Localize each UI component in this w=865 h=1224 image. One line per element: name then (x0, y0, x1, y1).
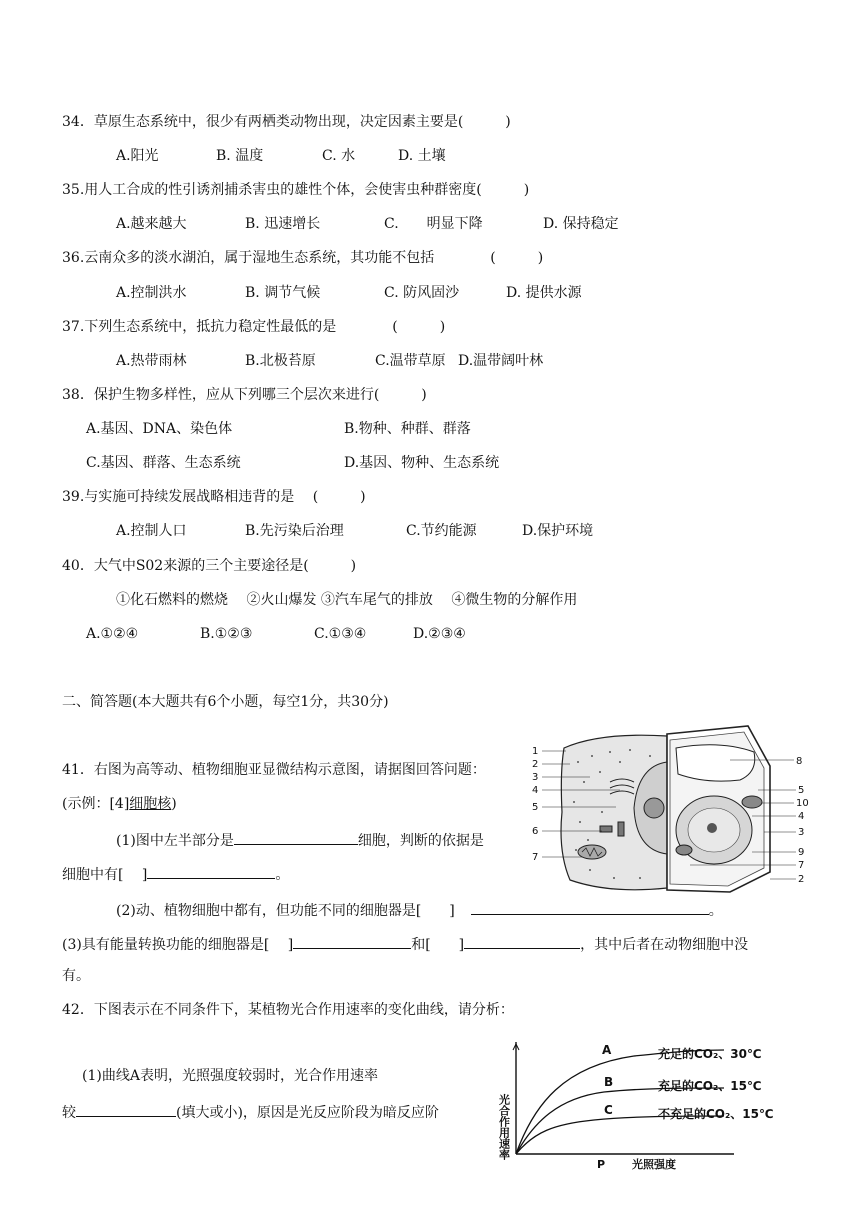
graph-svg (494, 1034, 794, 1174)
svg-text:8: 8 (796, 756, 803, 767)
curve-b-letter: B (604, 1075, 614, 1089)
curve-c-label: 不充足的CO₂、15℃ (658, 1107, 774, 1121)
q39-option-d: D.保护环境 (522, 523, 594, 539)
q41-example: (示例：[4]细胞核) (62, 796, 177, 812)
q41-blank-5[interactable] (464, 932, 580, 949)
svg-text:1: 1 (532, 746, 539, 757)
svg-text:7: 7 (798, 860, 805, 871)
q37-option-b: B.北极苔原 (245, 353, 316, 369)
q41-part2: (2)动、植物细胞中都有，但功能不同的细胞器是[ ] 。 (116, 898, 723, 921)
q41-blank-3[interactable] (471, 898, 709, 915)
svg-text:2: 2 (532, 759, 539, 770)
q36-option-a: A.控制洪水 (116, 285, 187, 301)
cell-diagram (530, 722, 820, 898)
graph-xlabel: 光照强度 (632, 1158, 676, 1171)
q41-part1-line2: 细胞中有[ ] 。 (62, 862, 289, 885)
q35-option-c: C. 明显下降 (384, 216, 483, 232)
photosynthesis-graph (494, 1034, 794, 1174)
q42-part1-line2: 较 (填大或小)，原因是光反应阶段为暗反应阶 (62, 1100, 439, 1123)
q38-option-a: A.基因、DNA、染色体 (86, 421, 233, 437)
q39-stem: 39.与实施可持续发展战略相违背的是 ( ) (62, 489, 366, 505)
svg-text:4: 4 (532, 785, 539, 796)
q34-option-d: D. 土壤 (398, 148, 446, 164)
q41-example-answer: 细胞核 (129, 796, 172, 812)
curve-c-letter: C (604, 1103, 613, 1117)
q42-stem: 42．下图表示在不同条件下，某植物光合作用速率的变化曲线，请分析： (62, 1002, 514, 1018)
q42-part1-line1: (1)曲线A表明，光照强度较弱时，光合作用速率 (82, 1068, 378, 1084)
q39-option-a: A.控制人口 (116, 523, 187, 539)
svg-text:4: 4 (798, 811, 805, 822)
q41-part1-line1: (1)图中左半部分是 细胞，判断的依据是 (116, 828, 484, 851)
curve-a-letter: A (602, 1043, 612, 1057)
q36-option-d: D. 提供水源 (506, 285, 582, 301)
graph-p-label: P (597, 1158, 606, 1171)
q40-stem: 40．大气中S02来源的三个主要途径是( ) (62, 558, 357, 574)
q38-option-d: D.基因、物种、生态系统 (344, 455, 500, 471)
q38-option-c: C.基因、群落、生态系统 (86, 455, 241, 471)
q39-option-c: C.节约能源 (406, 523, 477, 539)
svg-text:10: 10 (796, 798, 809, 809)
curve-c (516, 1116, 724, 1154)
q40-option-a: A.①②④ (86, 626, 139, 642)
q38-stem: 38．保护生物多样性，应从下列哪三个层次来进行( ) (62, 387, 427, 403)
q41-part3-end: 有。 (62, 968, 90, 984)
q40-items: ①化石燃料的燃烧 ②火山爆发 ③汽车尾气的排放 ④微生物的分解作用 (116, 592, 578, 608)
q35-option-b: B. 迅速增长 (245, 216, 321, 232)
curve-a-label: 充足的CO₂、30℃ (658, 1047, 762, 1061)
q40-option-d: D.②③④ (413, 626, 466, 642)
q34-stem: 34．草原生态系统中，很少有两栖类动物出现，决定因素主要是( ) (62, 114, 511, 130)
svg-text:3: 3 (798, 827, 805, 838)
q34-option-c: C. 水 (322, 148, 356, 164)
q42-blank-1[interactable] (76, 1100, 176, 1117)
q41-blank-1[interactable] (234, 828, 358, 845)
q37-option-d: D.温带阔叶林 (458, 353, 544, 369)
svg-text:7: 7 (532, 852, 539, 863)
q40-option-b: B.①②③ (200, 626, 253, 642)
curve-b-label: 充足的CO₂、15℃ (658, 1079, 762, 1093)
q41-stem: 41．右图为高等动、植物细胞亚显微结构示意图，请据图回答问题： (62, 762, 486, 778)
q37-stem: 37.下列生态系统中，抵抗力稳定性最低的是 ( ) (62, 319, 446, 335)
graph-ylabel: 光合作用速率 (497, 1094, 511, 1160)
q37-option-a: A.热带雨林 (116, 353, 187, 369)
q35-stem: 35.用人工合成的性引诱剂捕杀害虫的雄性个体，会使害虫种群密度( ) (62, 182, 530, 198)
q34-option-b: B. 温度 (216, 148, 264, 164)
svg-text:5: 5 (798, 785, 805, 796)
q34-option-a: A.阳光 (116, 148, 159, 164)
q36-stem: 36.云南众多的淡水湖泊，属于湿地生态系统，其功能不包括 ( ) (62, 250, 544, 266)
svg-text:9: 9 (798, 847, 805, 858)
q35-option-d: D. 保持稳定 (543, 216, 619, 232)
svg-text:3: 3 (532, 772, 539, 783)
q37-option-c: C.温带草原 (375, 353, 446, 369)
svg-text:5: 5 (532, 802, 539, 813)
q38-option-b: B.物种、种群、群落 (344, 421, 471, 437)
q39-option-b: B.先污染后治理 (245, 523, 344, 539)
q41-blank-2[interactable] (147, 862, 275, 879)
section-heading: 二、简答题(本大题共有6个小题，每空1分，共30分) (62, 694, 389, 710)
q40-option-c: C.①③④ (314, 626, 367, 642)
q36-option-b: B. 调节气候 (245, 285, 321, 301)
cell-structure-figure (530, 722, 820, 898)
q41-part3: (3)具有能量转换功能的细胞器是[ ] 和[ ] ，其中后者在动物细胞中没 (62, 932, 748, 955)
svg-text:6: 6 (532, 826, 539, 837)
q36-option-c: C. 防风固沙 (384, 285, 460, 301)
q35-option-a: A.越来越大 (116, 216, 187, 232)
svg-text:2: 2 (798, 874, 805, 885)
q41-blank-4[interactable] (293, 932, 411, 949)
curve-a (516, 1050, 724, 1154)
